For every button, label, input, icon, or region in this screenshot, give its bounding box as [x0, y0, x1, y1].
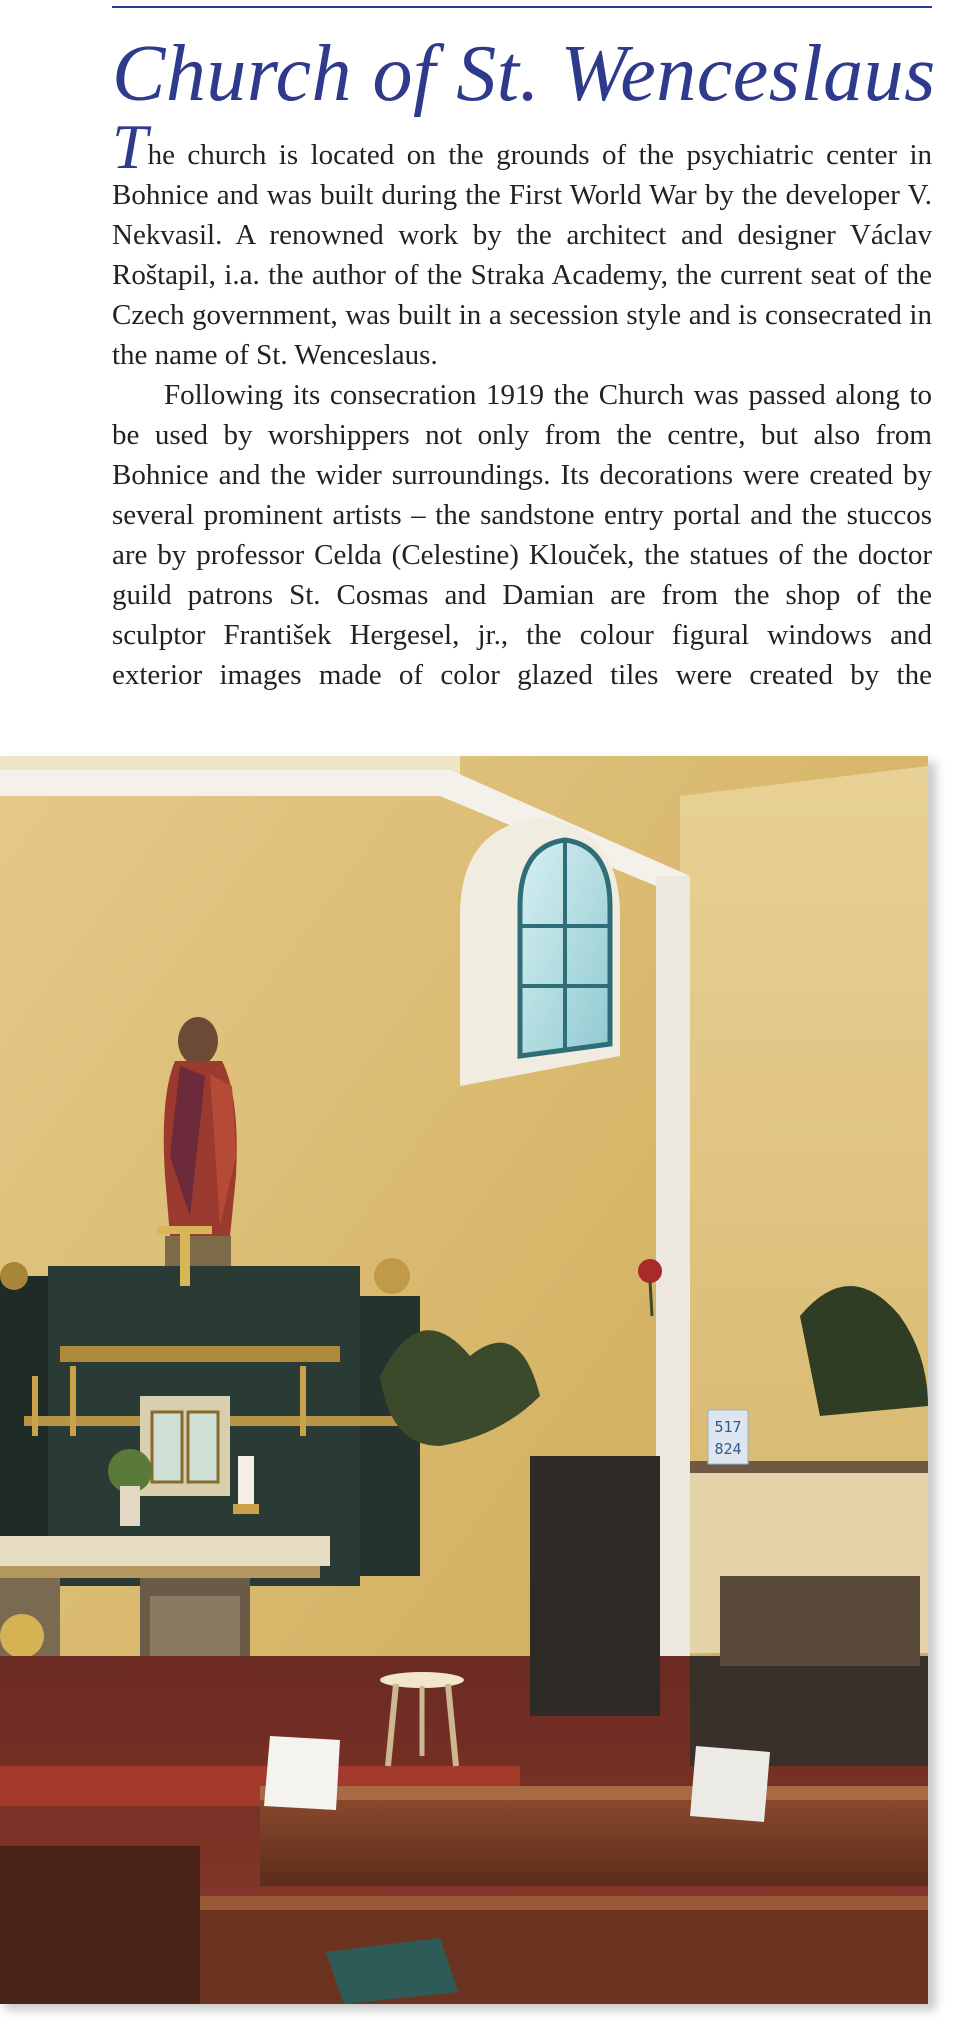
page-title: Church of St. Wenceslaus [112, 30, 936, 118]
church-interior-photo [0, 756, 928, 2004]
paragraph-1 [112, 111, 932, 375]
dropcap: T [112, 111, 148, 182]
paragraph-1-text: he church is located on the grounds of the psychiatric center in Bohnice and was built during the First World War by the developer V. Nekvasil. A renowned work by the architect and designer Václav Roštapil, i.a. the author of the Straka Academy, the current seat of the Czech government, was built in a secession style and is consecrated in the name of St. Wenceslaus. [112, 139, 932, 371]
article-body [112, 111, 932, 695]
hymn-board-line-1: 517 [714, 1418, 742, 1436]
top-rule [112, 6, 932, 8]
hymn-board-line-2: 824 [714, 1440, 742, 1458]
paragraph-2: Following its consecration 1919 the Church was passed along to be used by worshippers not only from the centre, but also from Bohnice and the wider surroundings. Its decorations were created by several prominent artists – the sandstone entry portal and the stuccos are by professor Celda (Celestine) Klouček, the statues of the doctor guild patrons St. Cosmas and Damian are from the shop of the sculptor František Hergesel, jr., the colour figural windows and exterior images made of color glazed tiles were created by the [112, 379, 932, 691]
